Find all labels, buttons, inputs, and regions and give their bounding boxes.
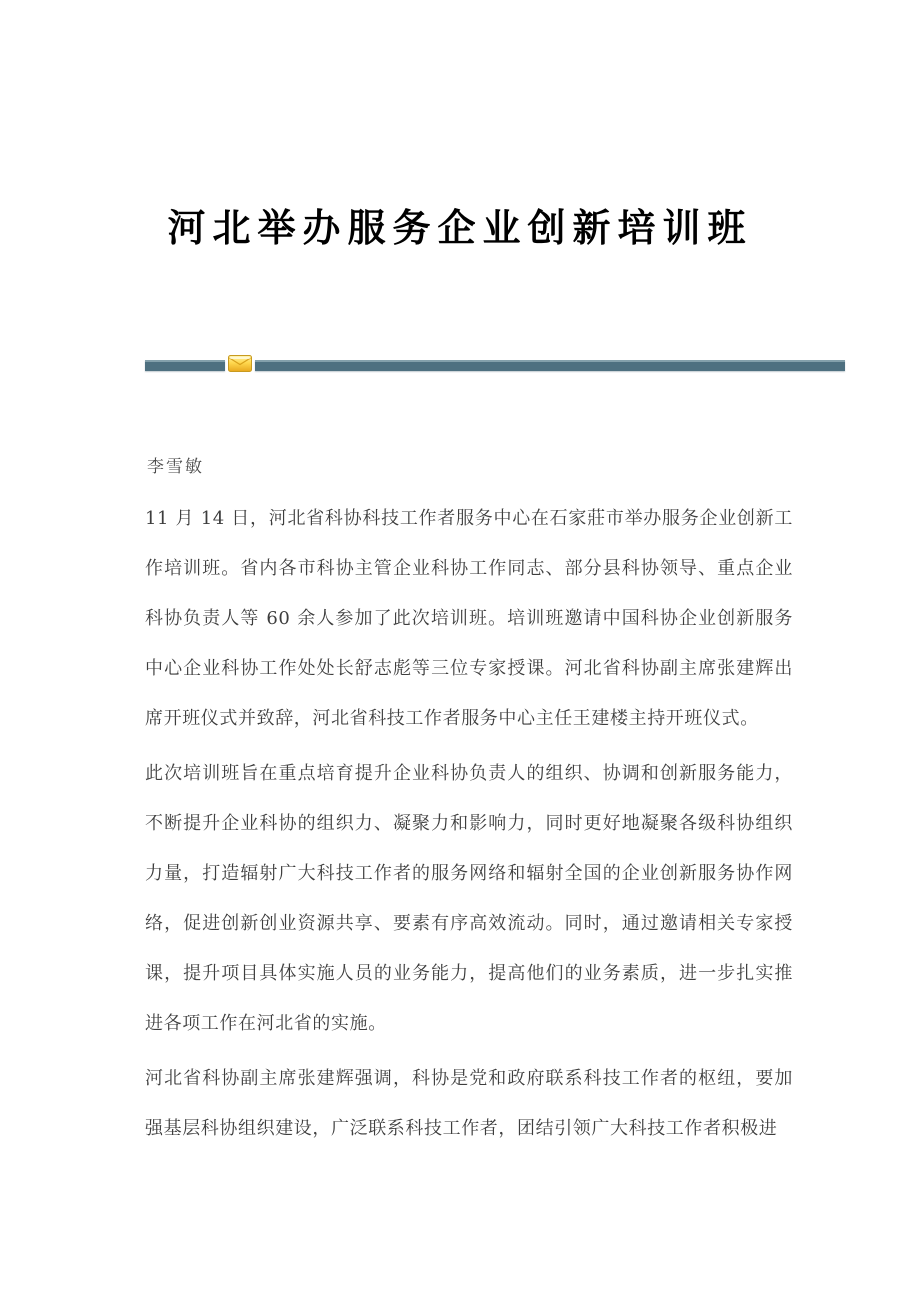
page-title: 河北举办服务企业创新培训班 [167, 205, 753, 250]
divider-bar-left [145, 360, 225, 371]
author-name: 李雪敏 [147, 457, 204, 478]
paragraph: 此次培训班旨在重点培育提升企业科协负责人的组织、协调和创新服务能力，不断提升企业科协的组织力、凝聚力和影响力，同时更好地凝聚各级科协组织力量，打造辐射广大科技工作者的服务网络和辐射全国的企业创新服务协作网络，促进创新创业资源共享、要素有序高效流动。同时，通过邀请相关专家授课，提升项目具体实施人员的业务能力，提高他们的业务素质，进一步扎实推进各项工作在河北省的实施。 [145, 763, 793, 1035]
paragraph: 河北省科协副主席张建辉强调，科协是党和政府联系科技工作者的枢纽，要加强基层科协组织建设，广泛联系科技工作者，团结引领广大科技工作者积极进 [145, 1068, 793, 1140]
divider-bar-right [255, 360, 845, 371]
envelope-icon [228, 355, 252, 372]
paragraph: 11 月 14 日，河北省科协科技工作者服务中心在石家莊市举办服务企业创新工作培训班。省内各市科协主管企业科协工作同志、部分县科协领导、重点企业科协负责人等 60 余人参加了此次培训班。培训班邀请中国科协企业创新服务中心企业科协工作处处长舒志彪等三位专家授课。河北省科协副主席张建辉出席开班仪式并致辞，河北省科技工作者服务中心主任王建楼主持开班仪式。 [145, 508, 793, 730]
divider [145, 356, 845, 374]
